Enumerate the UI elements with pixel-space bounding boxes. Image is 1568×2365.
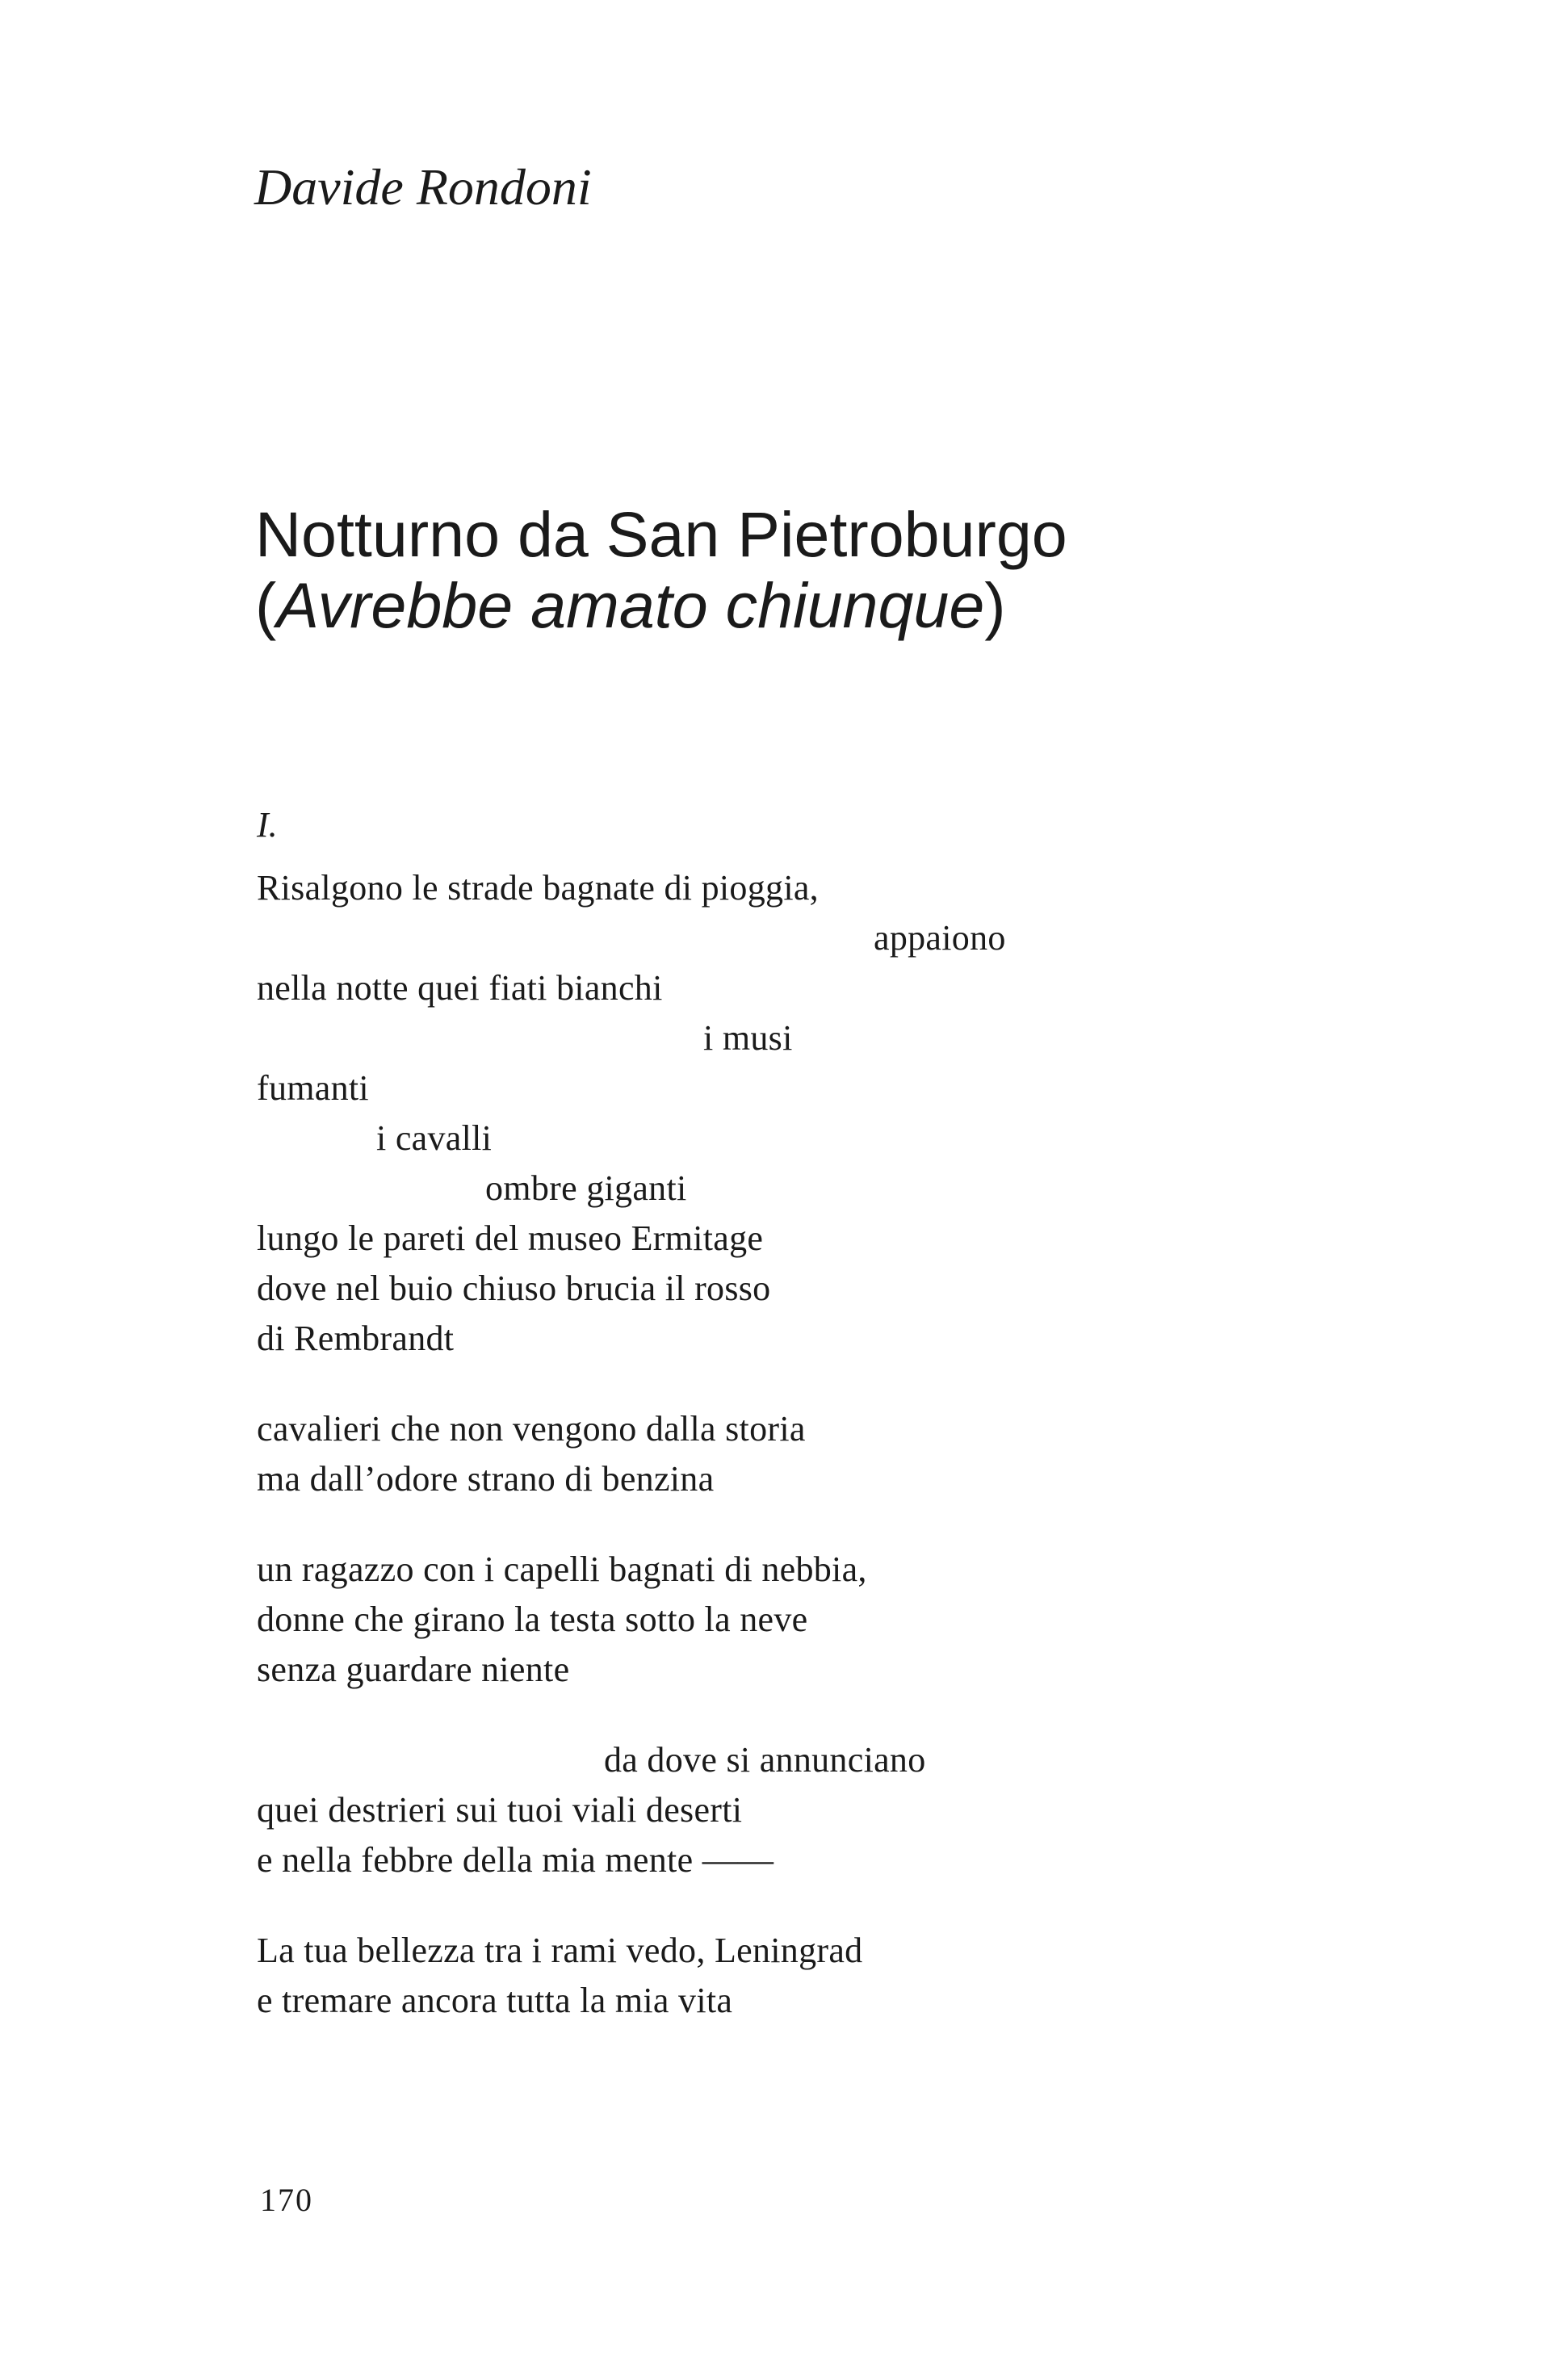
subtitle-open-paren: ( [255, 569, 277, 642]
poem-line: un ragazzo con i capelli bagnati di nebbia, [257, 1549, 867, 1589]
poem-line: senza guardare niente [257, 1650, 570, 1689]
poem-line: da dove si annunciano [604, 1740, 926, 1780]
poem-line: dove nel buio chiuso brucia il rosso [257, 1268, 771, 1308]
poem-line: nella notte quei fiati bianchi [257, 968, 663, 1008]
poem-line: appaiono [874, 918, 1006, 958]
poem-line: lungo le pareti del museo Ermitage [257, 1218, 764, 1258]
poem-subtitle [255, 570, 1067, 641]
poem-line: donne che girano la testa sotto la neve [257, 1600, 808, 1639]
author-name: Davide Rondoni [254, 158, 592, 216]
poem-line: i cavalli [376, 1118, 493, 1158]
poem-line: La tua bellezza tra i rami vedo, Leningrad [257, 1931, 863, 1970]
subtitle-close-paren: ) [984, 569, 1006, 642]
poem-title [255, 499, 1067, 642]
subtitle-italic: Avrebbe amato chiunque [276, 569, 985, 642]
poem-line: ombre giganti [485, 1168, 687, 1208]
poem-line: quei destrieri sui tuoi viali deserti [257, 1790, 743, 1830]
poem-line: ma dall’odore strano di benzina [257, 1459, 715, 1499]
poem-line: e tremare ancora tutta la mia vita [257, 1981, 733, 2020]
section-number: I. [257, 805, 278, 845]
title-main: Notturno da San Pietroburgo [255, 498, 1067, 570]
poem-line: fumanti [257, 1068, 369, 1108]
poem-line: Risalgono le strade bagnate di pioggia, [257, 868, 819, 908]
poem-line: di Rembrandt [257, 1319, 455, 1358]
poem-line: i musi [703, 1018, 793, 1058]
poem-line: cavalieri che non vengono dalla storia [257, 1409, 806, 1449]
poem-line: e nella febbre della mia mente —— [257, 1840, 774, 1880]
page-number: 170 [260, 2182, 313, 2218]
